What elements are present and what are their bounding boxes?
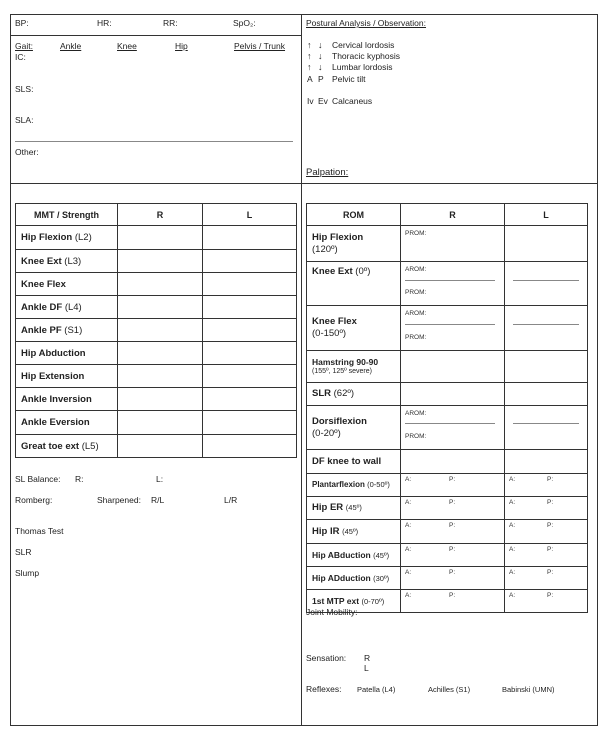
postural-item: Lumbar lordosis	[332, 62, 393, 72]
mmt-cell[interactable]	[203, 411, 297, 435]
sensation-r: R	[364, 653, 371, 663]
rom-header-r: R	[401, 204, 505, 226]
calcaneus-ev: Ev	[318, 96, 328, 106]
decrease-arrow-icon: ↓	[318, 51, 323, 61]
mmt-row-name: Hip Abduction	[16, 342, 118, 365]
p-label: P:	[449, 569, 456, 576]
mmt-cell[interactable]	[118, 388, 203, 411]
mmt-header: MMT / Strength	[16, 204, 118, 226]
rom-cell[interactable]	[401, 406, 505, 450]
mmt-table	[15, 203, 297, 458]
gait-col-hip: Hip	[175, 41, 188, 51]
rom-cell[interactable]	[401, 351, 505, 383]
gait-other: Other:	[15, 147, 39, 157]
increase-arrow-icon: ↑	[307, 40, 312, 50]
a-label: A:	[509, 499, 516, 506]
a-label: A:	[405, 546, 412, 553]
mmt-cell[interactable]	[118, 226, 203, 250]
p-label: P:	[449, 499, 456, 506]
a-label: A:	[509, 592, 516, 599]
mmt-cell[interactable]	[118, 411, 203, 435]
sensation-label: Sensation:	[306, 653, 347, 663]
p-label: P:	[449, 522, 456, 529]
rom-cell[interactable]	[505, 406, 588, 450]
rom-header-l: L	[505, 204, 588, 226]
rom-row-name: DF knee to wall	[307, 450, 401, 474]
prom-label: PROM:	[405, 230, 427, 237]
rom-row-name: Knee Flex (0-150º)	[307, 306, 401, 351]
sl-balance-l: L:	[156, 474, 164, 484]
postural-item: Calcaneus	[332, 96, 373, 106]
mmt-cell[interactable]	[203, 273, 297, 296]
mmt-cell[interactable]	[118, 250, 203, 273]
rom-cell[interactable]	[401, 567, 505, 590]
rom-row-name: Hip ABduction (45º)	[307, 544, 401, 567]
rom-table	[306, 203, 588, 613]
mmt-row-name: Ankle Inversion	[16, 388, 118, 411]
a-label: A:	[405, 569, 412, 576]
p-label: P:	[547, 522, 554, 529]
mmt-cell[interactable]	[203, 296, 297, 319]
p-label: P:	[449, 546, 456, 553]
mmt-cell[interactable]	[118, 435, 203, 458]
section-divider	[10, 183, 598, 184]
rom-row-name: 1st MTP ext (0-70º)	[307, 590, 401, 613]
mmt-row-name: Ankle PF (S1)	[16, 319, 118, 342]
a-label: A:	[509, 546, 516, 553]
palpation-label: Palpation:	[306, 167, 349, 178]
slr-label: SLR	[15, 547, 32, 557]
reflex-babinski: Babinski (UMN)	[502, 685, 555, 694]
rom-row-name: Hip ER (45º)	[307, 497, 401, 520]
rom-line	[513, 324, 579, 325]
mmt-row-name: Hip Extension	[16, 365, 118, 388]
rom-cell[interactable]	[401, 544, 505, 567]
hr-label: HR:	[97, 18, 112, 28]
mmt-cell[interactable]	[118, 319, 203, 342]
sharpened-label: Sharpened:	[97, 495, 141, 505]
reflex-patella: Patella (L4)	[357, 685, 396, 694]
mmt-cell[interactable]	[203, 226, 297, 250]
rom-cell[interactable]	[401, 520, 505, 544]
increase-arrow-icon: ↑	[307, 62, 312, 72]
rom-cell[interactable]	[401, 262, 505, 306]
center-divider	[301, 14, 302, 726]
arom-label: AROM:	[405, 310, 427, 317]
gait-ic: IC:	[15, 52, 26, 62]
sharpened-rl: R/L	[151, 495, 165, 505]
rom-cell[interactable]	[401, 383, 505, 406]
mmt-cell[interactable]	[203, 365, 297, 388]
arom-label: AROM:	[405, 266, 427, 273]
postural-item: Pelvic tilt	[332, 74, 366, 84]
reflexes-label: Reflexes:	[306, 684, 342, 694]
p-label: P:	[449, 592, 456, 599]
rom-cell[interactable]	[505, 544, 588, 567]
rom-row-name: Knee Ext (0º)	[307, 262, 401, 306]
rom-header: ROM	[307, 204, 401, 226]
rom-cell[interactable]	[505, 351, 588, 383]
rom-row-name: Hip Flexion (120º)	[307, 226, 401, 262]
rom-cell[interactable]	[401, 497, 505, 520]
rom-line	[405, 280, 495, 281]
gait-col-knee: Knee	[117, 41, 137, 51]
rom-line	[405, 423, 495, 424]
postural-title: Postural Analysis / Observation:	[306, 18, 427, 28]
spo2-label: SpO₂:	[233, 18, 256, 28]
a-label: A:	[509, 569, 516, 576]
postural-item: Thoracic kyphosis	[332, 51, 401, 61]
pelvic-a: A	[307, 74, 313, 84]
prom-label: PROM:	[405, 289, 427, 296]
romberg-label: Romberg:	[15, 495, 53, 505]
p-label: P:	[547, 592, 554, 599]
gait-other-line	[15, 141, 293, 142]
gait-label: Gait:	[15, 41, 33, 51]
gait-col-ankle: Ankle	[60, 41, 82, 51]
gait-sls: SLS:	[15, 84, 34, 94]
mmt-row-name: Ankle DF (L4)	[16, 296, 118, 319]
rom-line	[513, 423, 579, 424]
p-label: P:	[547, 499, 554, 506]
mmt-row-name: Great toe ext (L5)	[16, 435, 118, 458]
mmt-row-name: Knee Flex	[16, 273, 118, 296]
joint-mobility-label: Joint Mobility:	[306, 607, 358, 617]
rom-cell[interactable]	[401, 226, 505, 262]
mmt-row-name: Ankle Eversion	[16, 411, 118, 435]
gait-sla: SLA:	[15, 115, 34, 125]
sharpened-lr: L/R	[224, 495, 238, 505]
mmt-row-name: Hip Flexion (L2)	[16, 226, 118, 250]
pelvic-p: P	[318, 74, 324, 84]
rom-row-name: Hip ADduction (30º)	[307, 567, 401, 590]
mmt-cell[interactable]	[203, 342, 297, 365]
prom-label: PROM:	[405, 334, 427, 341]
mmt-header-r: R	[118, 204, 203, 226]
mmt-row-name: Knee Ext (L3)	[16, 250, 118, 273]
mmt-cell[interactable]	[203, 319, 297, 342]
slump-label: Slump	[15, 568, 40, 578]
sensation-l: L	[364, 663, 369, 673]
a-label: A:	[405, 592, 412, 599]
rom-cell[interactable]	[505, 262, 588, 306]
postural-item: Cervical lordosis	[332, 40, 395, 50]
p-label: P:	[449, 476, 456, 483]
mmt-cell[interactable]	[118, 273, 203, 296]
rom-cell[interactable]	[505, 474, 588, 497]
mmt-cell[interactable]	[118, 365, 203, 388]
rom-cell[interactable]	[505, 497, 588, 520]
mmt-cell[interactable]	[203, 435, 297, 458]
rom-row-name: Hamstring 90-90 (155º, 125º severe)	[307, 351, 401, 383]
a-label: A:	[405, 499, 412, 506]
p-label: P:	[547, 569, 554, 576]
rom-line	[513, 280, 579, 281]
sl-balance-label: SL Balance:	[15, 474, 61, 484]
decrease-arrow-icon: ↓	[318, 62, 323, 72]
rom-cell[interactable]	[401, 590, 505, 613]
rr-label: RR:	[163, 18, 178, 28]
sl-balance-r: R:	[75, 474, 84, 484]
rom-line	[405, 324, 495, 325]
mmt-cell[interactable]	[118, 342, 203, 365]
a-label: A:	[509, 476, 516, 483]
rom-row-name: Hip IR (45º)	[307, 520, 401, 544]
increase-arrow-icon: ↑	[307, 51, 312, 61]
rom-row-name: Plantarflexion (0-50º)	[307, 474, 401, 497]
mmt-header-l: L	[203, 204, 297, 226]
gait-col-pelvis: Pelvis / Trunk	[234, 41, 286, 51]
a-label: A:	[509, 522, 516, 529]
prom-label: PROM:	[405, 433, 427, 440]
rom-cell[interactable]	[401, 306, 505, 351]
rom-cell[interactable]	[505, 450, 588, 474]
mmt-cell[interactable]	[203, 388, 297, 411]
reflex-achilles: Achilles (S1)	[428, 685, 471, 694]
rom-row-name: SLR (62º)	[307, 383, 401, 406]
a-label: A:	[405, 522, 412, 529]
vitals-divider	[10, 35, 301, 36]
rom-cell[interactable]	[505, 226, 588, 262]
arom-label: AROM:	[405, 410, 427, 417]
rom-cell[interactable]	[401, 474, 505, 497]
rom-cell[interactable]	[505, 306, 588, 351]
calcaneus-iv: Iv	[307, 96, 314, 106]
decrease-arrow-icon: ↓	[318, 40, 323, 50]
a-label: A:	[405, 476, 412, 483]
rom-cell[interactable]	[505, 590, 588, 613]
rom-row-name: Dorsiflexion (0-20º)	[307, 406, 401, 450]
mmt-cell[interactable]	[118, 296, 203, 319]
thomas-test-label: Thomas Test	[15, 526, 64, 536]
p-label: P:	[547, 546, 554, 553]
rom-cell[interactable]	[505, 383, 588, 406]
rom-cell[interactable]	[505, 567, 588, 590]
bp-label: BP:	[15, 18, 29, 28]
p-label: P:	[547, 476, 554, 483]
mmt-cell[interactable]	[203, 250, 297, 273]
rom-cell[interactable]	[505, 520, 588, 544]
rom-cell[interactable]	[401, 450, 505, 474]
